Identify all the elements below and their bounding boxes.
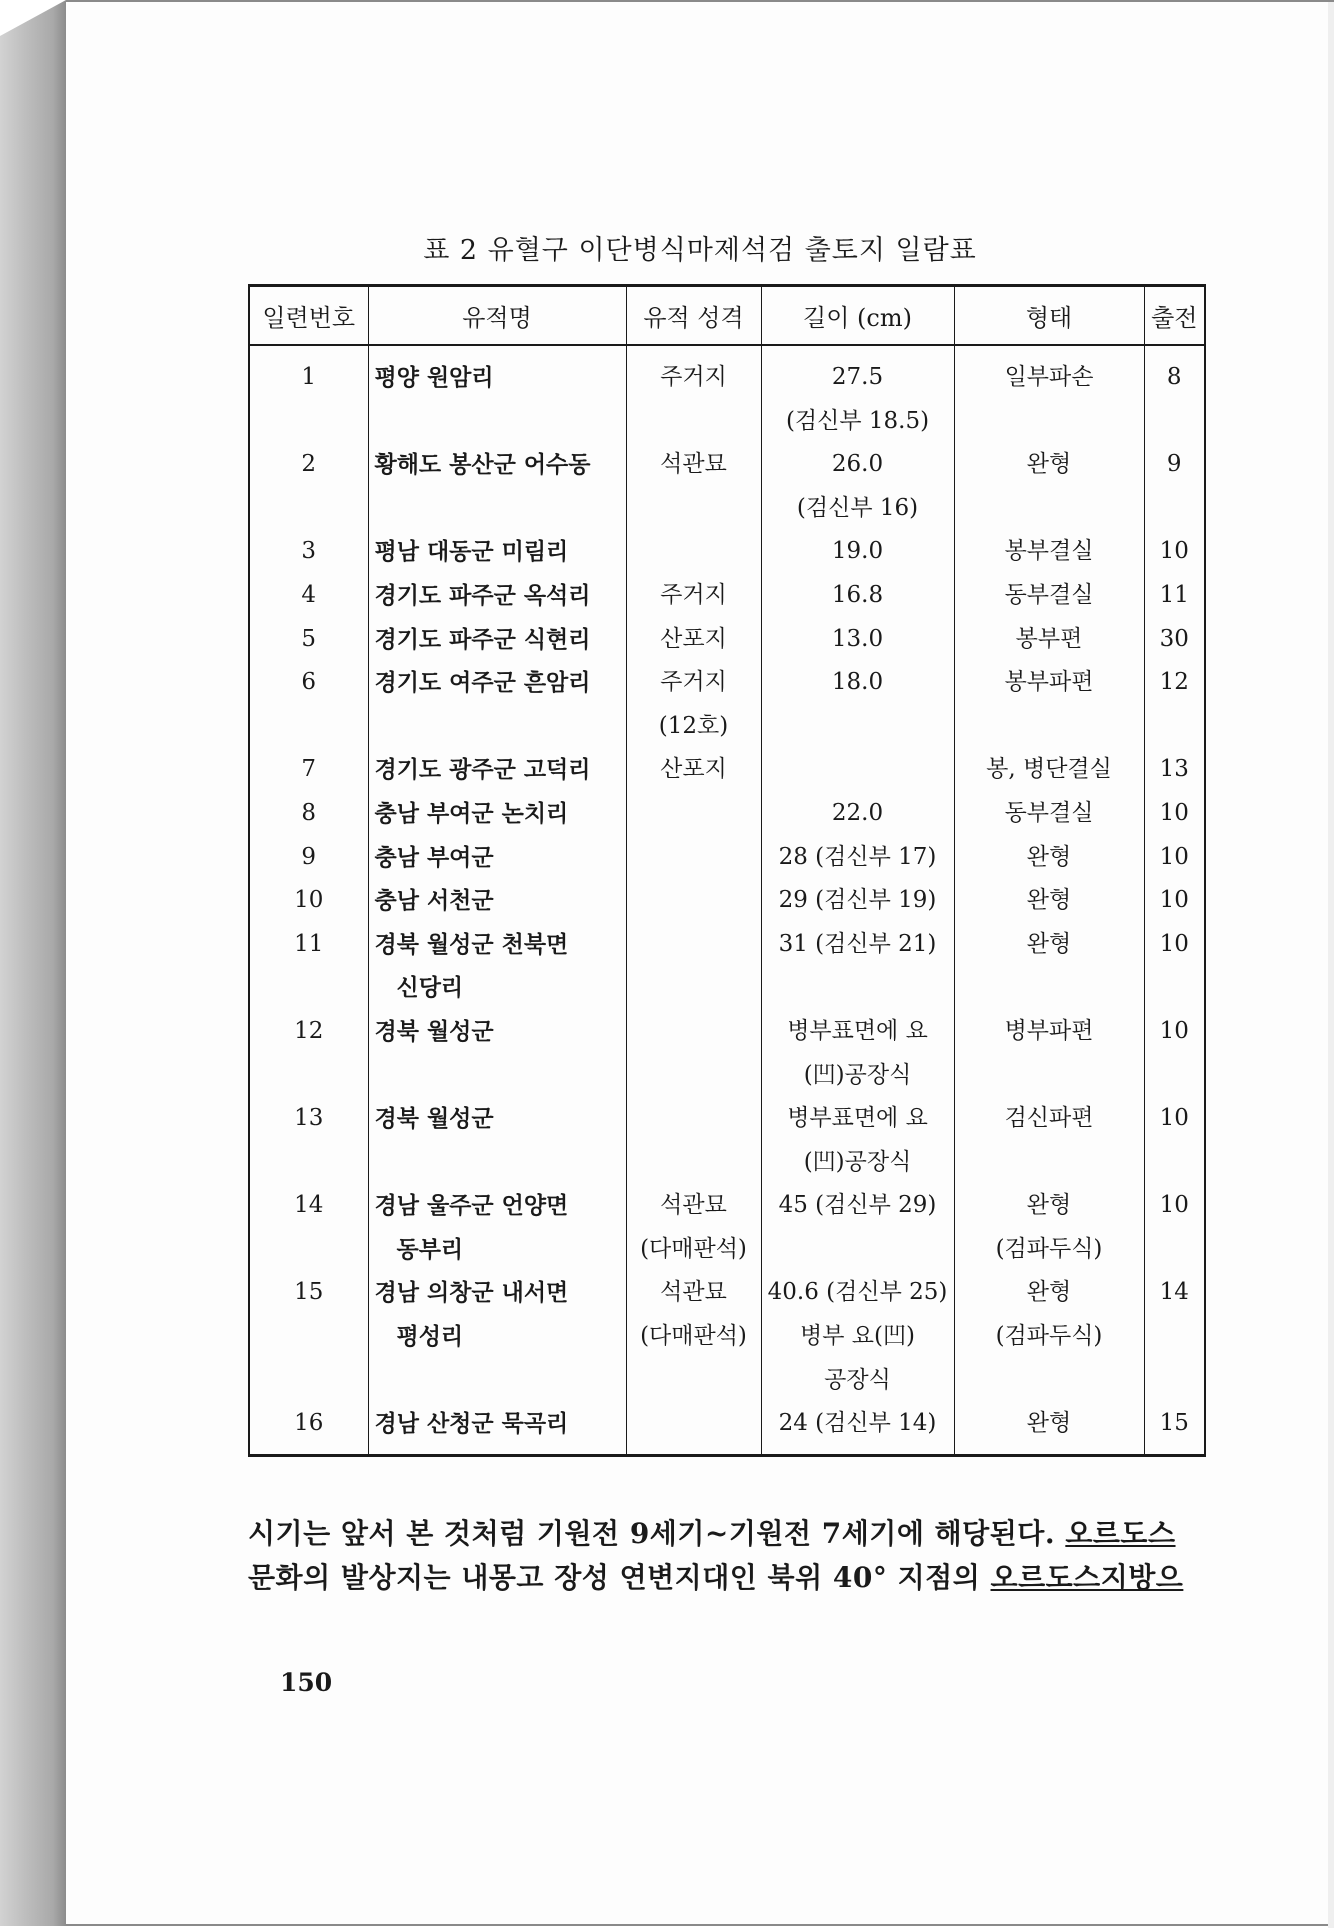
cell-serial-number: 13: [249, 1097, 368, 1184]
cell-serial-number: 1: [249, 345, 368, 443]
site-name-line: 평양 원암리: [374, 364, 494, 391]
cell-length: 16.8: [761, 574, 954, 618]
cell-site-nature: [626, 1402, 761, 1455]
cell-site-nature: 주거지 (12호): [626, 661, 761, 748]
cell-site-name: [368, 618, 626, 662]
table-row: [249, 530, 1205, 574]
cell-serial-number: 3: [249, 530, 368, 574]
cell-serial-number: 12: [249, 1010, 368, 1097]
header-shape: 형태: [954, 286, 1144, 346]
cell-length: 29 (검신부 19): [761, 879, 954, 923]
cell-site-name: [368, 661, 626, 748]
cell-source: 8: [1144, 345, 1205, 443]
body-line-2: [248, 1556, 1208, 1600]
cell-shape: 병부파편: [954, 1010, 1144, 1097]
body-line-2-underlined: 오르도스지방으: [990, 1561, 1184, 1594]
cell-source: 11: [1144, 574, 1205, 618]
table-row: [249, 792, 1205, 836]
cell-length: 19.0: [761, 530, 954, 574]
cell-shape: 일부파손: [954, 345, 1144, 443]
cell-length: 27.5 (검신부 18.5): [761, 345, 954, 443]
site-name-line: 경기도 여주군 흔암리: [374, 669, 591, 697]
site-name-line: 경남 의창군 내서면: [374, 1279, 569, 1307]
cell-shape: 봉, 병단결실: [954, 748, 1144, 792]
cell-source: 10: [1144, 836, 1205, 880]
cell-shape: 완형: [954, 923, 1144, 1010]
table-row: [249, 748, 1205, 792]
cell-shape: 완형 (검파두식): [954, 1271, 1144, 1402]
cell-site-name: [368, 345, 626, 443]
header-site-name: 유적명: [368, 286, 626, 346]
cell-site-nature: [626, 792, 761, 836]
table-row: [249, 836, 1205, 880]
cell-source: 10: [1144, 879, 1205, 923]
cell-site-name: [368, 748, 626, 792]
table-row: [249, 618, 1205, 662]
cell-shape: 봉부편: [954, 618, 1144, 662]
site-name-line: 경기도 광주군 고덕리: [374, 756, 591, 784]
site-name-line: 경남 산청군 묵곡리: [374, 1410, 569, 1438]
table-header-row: [249, 286, 1205, 346]
cell-site-nature: [626, 923, 761, 1010]
cell-shape: 완형: [954, 1402, 1144, 1455]
table-row: [249, 1184, 1205, 1271]
cell-site-nature: 산포지: [626, 618, 761, 662]
cell-length: 22.0: [761, 792, 954, 836]
cell-serial-number: 2: [249, 443, 368, 530]
cell-site-name: [368, 574, 626, 618]
body-paragraph: [248, 1512, 1208, 1600]
cell-source: 30: [1144, 618, 1205, 662]
table-row: [249, 661, 1205, 748]
book-cover-corner: [0, 0, 66, 36]
site-name-subline: 동부리: [396, 1235, 464, 1263]
cell-shape: 완형: [954, 443, 1144, 530]
cell-site-nature: [626, 879, 761, 923]
cell-shape: 완형 (검파두식): [954, 1184, 1144, 1271]
site-name-line: 충남 부여군 논치리: [374, 799, 569, 827]
site-name-line: 경기도 파주군 옥석리: [374, 581, 591, 609]
cell-site-name: [368, 1271, 626, 1402]
cell-site-name: [368, 1184, 626, 1271]
table-row: [249, 345, 1205, 443]
cell-shape: 동부결실: [954, 792, 1144, 836]
table-row: [249, 1010, 1205, 1097]
cell-site-nature: 석관묘 (다매판석): [626, 1271, 761, 1402]
site-name-line: 경기도 파주군 식현리: [374, 625, 591, 653]
cell-serial-number: 8: [249, 792, 368, 836]
cell-site-nature: 주거지: [626, 574, 761, 618]
cell-shape: 검신파편: [954, 1097, 1144, 1184]
cell-shape: 봉부파편: [954, 661, 1144, 748]
cell-source: 10: [1144, 792, 1205, 836]
site-name-subline: 평성리: [396, 1323, 464, 1351]
body-line-1: [248, 1512, 1208, 1556]
cell-site-name: [368, 792, 626, 836]
cell-site-nature: [626, 1097, 761, 1184]
cell-length: 26.0 (검신부 16): [761, 443, 954, 530]
site-name-line: 경북 월성군 천북면: [374, 930, 569, 958]
cell-source: 10: [1144, 530, 1205, 574]
cell-length: 28 (검신부 17): [761, 836, 954, 880]
body-line-2-text: 문화의 발상지는 내몽고 장성 연변지대인 북위 40° 지점의: [248, 1561, 991, 1594]
body-line-1-text: 시기는 앞서 본 것처럼 기원전 9세기~기원전 7세기에 해당된다.: [248, 1517, 1066, 1550]
cell-serial-number: 14: [249, 1184, 368, 1271]
cell-shape: 봉부결실: [954, 530, 1144, 574]
cell-shape: 완형: [954, 836, 1144, 880]
cell-site-nature: 석관묘: [626, 443, 761, 530]
cell-source: 10: [1144, 1010, 1205, 1097]
site-name-line: 평남 대동군 미림리: [374, 538, 569, 566]
site-name-line: 황해도 봉산군 어수동: [374, 451, 591, 479]
cell-serial-number: 16: [249, 1402, 368, 1455]
cell-source: 13: [1144, 748, 1205, 792]
table-row: [249, 1097, 1205, 1184]
cell-serial-number: 6: [249, 661, 368, 748]
site-name-subline: 신당리: [396, 974, 464, 1002]
cell-length: 병부표면에 요 (凹)공장식: [761, 1097, 954, 1184]
site-name-line: 충남 부여군: [374, 843, 494, 871]
cell-length: 병부표면에 요 (凹)공장식: [761, 1010, 954, 1097]
table-row: [249, 923, 1205, 1010]
site-name-line: 경북 월성군: [374, 1105, 494, 1133]
table-row: [249, 879, 1205, 923]
cell-source: 10: [1144, 1184, 1205, 1271]
cell-source: 15: [1144, 1402, 1205, 1455]
table-row: [249, 1402, 1205, 1455]
cell-site-nature: 산포지: [626, 748, 761, 792]
table-row: [249, 443, 1205, 530]
cell-site-nature: 주거지: [626, 345, 761, 443]
cell-site-nature: [626, 836, 761, 880]
header-source: 출전: [1144, 286, 1205, 346]
cell-site-name: [368, 1010, 626, 1097]
site-name-line: 충남 서천군: [374, 887, 494, 915]
cell-source: 14: [1144, 1271, 1205, 1402]
cell-site-nature: [626, 530, 761, 574]
site-name-line: 경북 월성군: [374, 1017, 494, 1045]
cell-site-name: [368, 530, 626, 574]
body-line-1-underlined: 오르도스: [1065, 1517, 1176, 1550]
cell-source: 9: [1144, 443, 1205, 530]
cell-shape: 동부결실: [954, 574, 1144, 618]
page-number: 150: [280, 1668, 333, 1697]
cell-serial-number: 4: [249, 574, 368, 618]
cell-source: 12: [1144, 661, 1205, 748]
cell-site-name: [368, 443, 626, 530]
cell-serial-number: 5: [249, 618, 368, 662]
cell-serial-number: 15: [249, 1271, 368, 1402]
cell-length: 18.0: [761, 661, 954, 748]
cell-source: 10: [1144, 1097, 1205, 1184]
cell-length: 24 (검신부 14): [761, 1402, 954, 1455]
cell-source: 10: [1144, 923, 1205, 1010]
book-spine: [0, 0, 66, 1926]
cell-shape: 완형: [954, 879, 1144, 923]
cell-serial-number: 10: [249, 879, 368, 923]
table-caption: 표 2 유혈구 이단병식마제석검 출토지 일람표: [423, 235, 977, 266]
sword-site-table: [248, 284, 1206, 1457]
cell-serial-number: 9: [249, 836, 368, 880]
cell-length: 31 (검신부 21): [761, 923, 954, 1010]
cell-site-nature: [626, 1010, 761, 1097]
header-length: 길이 (cm): [761, 286, 954, 346]
site-name-line: 경남 울주군 언양면: [374, 1192, 569, 1220]
cell-length: [761, 748, 954, 792]
cell-length: 40.6 (검신부 25) 병부 요(凹) 공장식: [761, 1271, 954, 1402]
cell-serial-number: 7: [249, 748, 368, 792]
cell-site-name: [368, 1097, 626, 1184]
cell-site-nature: 석관묘 (다매판석): [626, 1184, 761, 1271]
cell-serial-number: 11: [249, 923, 368, 1010]
cell-length: 45 (검신부 29): [761, 1184, 954, 1271]
table-row: [249, 574, 1205, 618]
table-row: [249, 1271, 1205, 1402]
header-serial-number: 일련번호: [249, 286, 368, 346]
cell-site-name: [368, 836, 626, 880]
page-edge: [1328, 2, 1334, 1928]
cell-length: 13.0: [761, 618, 954, 662]
header-site-nature: 유적 성격: [626, 286, 761, 346]
cell-site-name: [368, 879, 626, 923]
cell-site-name: [368, 1402, 626, 1455]
table-body: [249, 345, 1205, 1455]
cell-site-name: [368, 923, 626, 1010]
